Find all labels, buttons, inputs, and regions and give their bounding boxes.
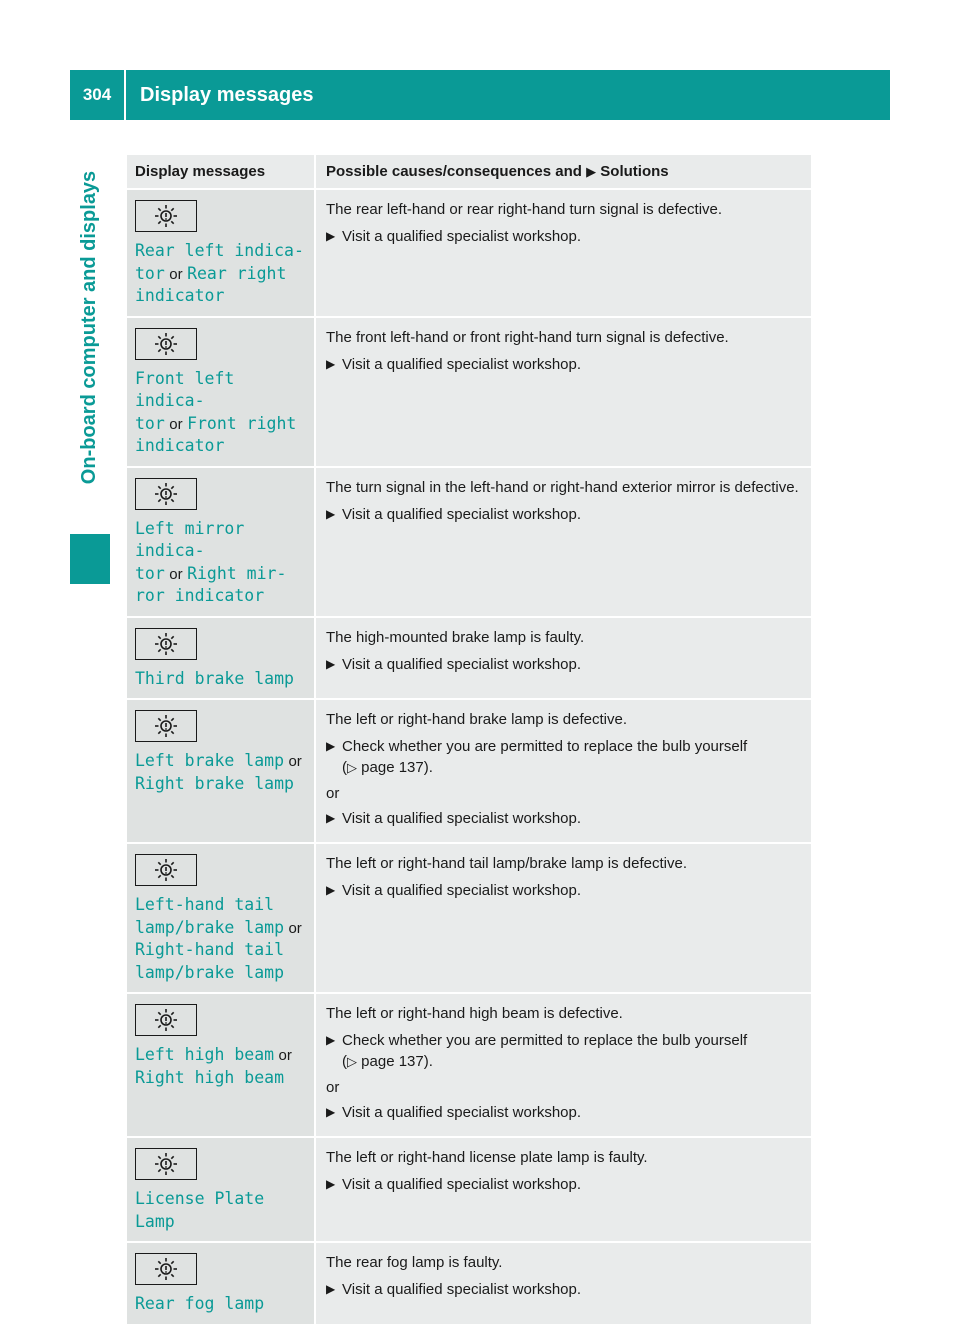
message-line: ror indicator (135, 586, 265, 605)
step-text: Visit a qualified specialist workshop. (342, 228, 582, 245)
arrow-right-icon: ▶ (326, 883, 336, 897)
solution-cell (315, 843, 811, 993)
solution-cell (315, 1242, 811, 1325)
table-row (127, 617, 811, 700)
message-line: Right mir- (187, 563, 287, 583)
message-cell (127, 843, 315, 993)
messages-table (127, 155, 811, 1326)
lamp-icon (135, 628, 197, 660)
page-ref-link[interactable]: page 137). (357, 1053, 433, 1070)
message-cell (127, 993, 315, 1137)
side-tab-marker (70, 534, 110, 584)
table-header-row (127, 155, 811, 189)
display-message (135, 518, 306, 608)
lamp-icon (135, 1253, 197, 1285)
lamp-icon (135, 478, 197, 510)
arrow-right-icon: ▶ (326, 356, 336, 371)
message-line: lamp/brake lamp (135, 917, 285, 937)
step-text: Visit a qualified specialist workshop. (342, 1104, 582, 1121)
solution-step (326, 226, 801, 247)
table-row (127, 843, 811, 993)
solution-step (326, 1174, 801, 1195)
column-header-solutions (315, 155, 811, 189)
message-line: indicator (135, 436, 225, 455)
or-separator: or (326, 785, 340, 802)
message-cell (127, 617, 315, 700)
page-number: 304 (70, 70, 126, 120)
message-line: lamp/brake lamp (135, 962, 285, 982)
arrow-right-icon: ▶ (326, 1105, 336, 1119)
cause-text: The left or right-hand tail lamp/brake lamp is defective. (326, 855, 688, 872)
solution-step (326, 1279, 801, 1300)
step-text (342, 1030, 801, 1072)
arrow-right-icon: ▶ (326, 1282, 336, 1296)
solution-step (326, 1030, 801, 1072)
cause-text: The left or right-hand license plate lamp is faulty. (326, 1149, 648, 1166)
message-cell (127, 1242, 315, 1325)
side-tab (70, 122, 110, 532)
table-row (127, 189, 811, 317)
message-line: Left-hand tail (135, 895, 275, 914)
display-message (135, 1188, 306, 1233)
message-line: Right-hand tail (135, 940, 285, 959)
or-separator: or (326, 1079, 340, 1096)
page-ref-icon: ▷ (347, 1054, 357, 1069)
arrow-right-icon: ▶ (326, 1033, 336, 1047)
step-text: Visit a qualified specialist workshop. (342, 810, 582, 827)
display-message (135, 668, 306, 691)
display-message (135, 1044, 306, 1089)
column-header-prefix: Possible causes/consequences and (326, 163, 582, 180)
page-title: Display messages (140, 83, 314, 106)
or-word: or (278, 1047, 292, 1064)
column-header-suffix: Solutions (600, 163, 669, 180)
lamp-icon (135, 1148, 197, 1180)
column-header-display-messages: Display messages (127, 155, 315, 189)
arrow-right-icon: ▶ (326, 506, 336, 521)
check-text: Check whether you are permitted to replace the bulb yourself (342, 1032, 748, 1049)
step-text: Visit a qualified specialist workshop. (342, 882, 582, 899)
message-cell (127, 1137, 315, 1242)
table-row (127, 993, 811, 1137)
ref-paren: ( (342, 1053, 347, 1070)
display-message (135, 1293, 306, 1316)
cause-text: The left or right-hand brake lamp is defective. (326, 711, 627, 728)
arrow-right-icon: ▶ (586, 164, 597, 179)
header-bar (70, 70, 890, 120)
step-text: Visit a qualified specialist workshop. (342, 505, 582, 523)
message-line: tor (135, 263, 165, 283)
table-row (127, 1137, 811, 1242)
cause-text: The rear fog lamp is faulty. (326, 1254, 503, 1271)
step-text: Visit a qualified specialist workshop. (342, 355, 582, 373)
solution-step (326, 736, 801, 778)
message-cell (127, 317, 315, 467)
solution-step (326, 808, 801, 829)
solution-cell (315, 317, 811, 467)
message-line: Front right (187, 413, 297, 433)
cause-text: The front left-hand or front right-hand turn signal is defective. (326, 328, 729, 346)
side-tab-label: On-board computer and displays (78, 170, 101, 484)
message-line: Right brake lamp (135, 773, 294, 793)
messages-table-wrap (127, 155, 811, 1326)
arrow-right-icon: ▶ (326, 739, 336, 753)
solution-step (326, 654, 801, 675)
message-line: Front left indica- (135, 368, 235, 410)
cause-text: The turn signal in the left-hand or right-hand exterior mirror is defective. (326, 478, 799, 496)
lamp-icon (135, 328, 197, 360)
solution-step (326, 880, 801, 901)
table-row (127, 1242, 811, 1325)
cause-text: The high-mounted brake lamp is faulty. (326, 628, 585, 646)
solution-step (326, 1102, 801, 1123)
lamp-icon (135, 1004, 197, 1036)
lamp-icon (135, 854, 197, 886)
message-line: Left high beam (135, 1045, 275, 1064)
arrow-right-icon: ▶ (326, 229, 336, 243)
or-word: or (169, 415, 183, 433)
page-ref-icon: ▷ (347, 760, 357, 775)
message-cell (127, 189, 315, 317)
solution-step (326, 504, 801, 525)
display-message (135, 240, 306, 308)
message-cell (127, 467, 315, 617)
arrow-right-icon: ▶ (326, 811, 336, 825)
lamp-icon (135, 200, 197, 232)
step-text (342, 736, 801, 778)
ref-paren: ( (342, 759, 347, 776)
display-message (135, 750, 306, 795)
message-line: indicator (135, 286, 225, 305)
page-ref-link[interactable]: page 137). (357, 759, 433, 776)
message-cell (127, 699, 315, 843)
solution-cell (315, 993, 811, 1137)
table-row (127, 467, 811, 617)
message-line: License Plate Lamp (135, 1189, 265, 1231)
cause-text: The rear left-hand or rear right-hand turn signal is defective. (326, 201, 723, 218)
message-line: Right high beam (135, 1067, 285, 1087)
solution-cell (315, 1137, 811, 1242)
check-text: Check whether you are permitted to replace the bulb yourself (342, 738, 748, 755)
or-word: or (169, 265, 183, 283)
or-word: or (169, 565, 183, 583)
solution-cell (315, 467, 811, 617)
message-line: Rear left indica- (135, 241, 304, 260)
message-line: Left mirror indica- (135, 518, 245, 560)
cause-text: The left or right-hand high beam is defective. (326, 1005, 623, 1022)
message-line: tor (135, 563, 165, 583)
display-message (135, 368, 306, 458)
message-line: Rear right (187, 263, 287, 283)
solution-step (326, 354, 801, 375)
message-line: tor (135, 413, 165, 433)
message-line: Rear fog lamp (135, 1294, 265, 1313)
arrow-right-icon: ▶ (326, 656, 336, 671)
message-line: Third brake lamp (135, 668, 294, 688)
display-message (135, 894, 306, 984)
table-row (127, 317, 811, 467)
solution-cell (315, 189, 811, 317)
table-row (127, 699, 811, 843)
solution-cell (315, 699, 811, 843)
arrow-right-icon: ▶ (326, 1177, 336, 1191)
lamp-icon (135, 710, 197, 742)
solution-cell (315, 617, 811, 700)
message-line: Left brake lamp (135, 751, 285, 770)
or-word: or (288, 753, 302, 770)
step-text: Visit a qualified specialist workshop. (342, 655, 582, 673)
or-word: or (288, 919, 302, 937)
step-text: Visit a qualified specialist workshop. (342, 1176, 582, 1193)
step-text: Visit a qualified specialist workshop. (342, 1281, 582, 1298)
